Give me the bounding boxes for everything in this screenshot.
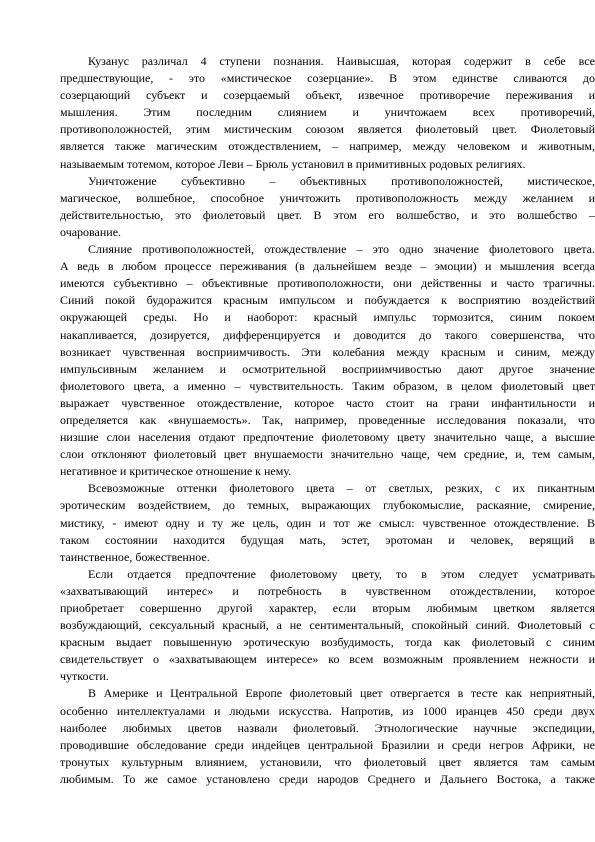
text-line: таинственное, божественное.	[60, 549, 210, 564]
paragraph	[60, 685, 595, 788]
text-line: приобретает совершенно другой характер, если вторым любимым цветком является	[60, 601, 595, 615]
text-line: наиболее любимых цветов назвали фиолетовый. Этнологические научные экспедиции,	[60, 720, 595, 735]
text-line: эротическим воздействием, до темных, выражающих глубокомыслие, раскаяние, смирение,	[60, 498, 595, 513]
text-line: Кузанус различал 4 ступени познания. Наивысшая, которая содержит в себе все	[88, 54, 595, 68]
text-line: возникает чувственная восприимчивость. Эти колебания между красным и синим, между	[60, 344, 595, 359]
text-line: мистику, - имеют одну и ту же цель, один и тот же смысл: чувственное отождествление. В	[60, 515, 595, 530]
document-page	[60, 53, 595, 788]
text-line: противоположностей, этим мистическим союзом является фиолетовый цвет. Фиолетовый	[60, 122, 595, 137]
text-line: свидетельствует о «захватывающем интересе» ко всем возможным проявлением нежности и	[60, 652, 595, 667]
text-line: действительностью, это фиолетовый цвет. В этом его волшебство, и это волшебство –	[60, 207, 595, 222]
text-line: особенно интеллектуалами и людьми искусства. Напротив, из 1000 иранцев 450 среди двух	[60, 703, 595, 718]
text-line: таком состоянии находится будущая мать, эстет, эротоман и человек, верящий в	[60, 532, 595, 547]
paragraph	[60, 53, 595, 173]
text-line: Если отдается предпочтение фиолетовому цвету, то в этом следует усматривать	[88, 566, 595, 581]
text-line: Синий покой будоражится красным импульсом и побуждается к восприятию воздействий	[60, 293, 595, 308]
text-line: Слияние противоположностей, отождествление – это одно значение фиолетового цвета.	[88, 242, 595, 257]
paragraph	[60, 566, 595, 686]
text-line: Всевозможные оттенки фиолетового цвета – от светлых, резких, с их пикантным	[88, 481, 595, 496]
text-line: очарование.	[60, 224, 122, 239]
text-line: имеются субъективно – объективные противоположности, они действенны и часто трагичны.	[60, 276, 595, 291]
paragraph	[60, 241, 595, 480]
text-line: проводившие обследование среди индейцев центральной Бразилии и среди негров Африки, не	[60, 737, 595, 752]
text-line: выражает чувственное отождествление, которое часто стоит на грани инфантильности и	[60, 395, 595, 410]
text-line: В Америке и Центральной Европе фиолетовый цвет отвергается в тесте как неприятный,	[88, 686, 595, 701]
text-line: Уничтожение субъективно – объективных противоположностей, мистическое,	[88, 173, 595, 188]
text-line: накапливается, дозируется, дифференцируется и доводится до такого совершенства, что	[60, 327, 595, 342]
text-line: тронутых культурным влиянием, установили, что фиолетовый цвет является там самым	[60, 754, 595, 769]
text-line: чуткости.	[60, 669, 109, 684]
text-line: является также магическим отождествлением, – например, между человеком и животным,	[60, 139, 595, 154]
text-line: называемым тотемом, которое Леви – Брюль установил в примитивных родовых религиях.	[60, 156, 526, 171]
text-line: низшие слои населения отдают предпочтение фиолетовому цвету значительно чаще, а высшие	[60, 430, 595, 445]
text-line: фиолетового цвета, а именно – чувствительность. Таким образом, в целом фиолетовый цвет	[60, 378, 595, 393]
text-line: окружающей среды. Но и наоборот: красный импульс тормозится, синим покоем	[60, 310, 595, 325]
text-line: мышления. Этим последним слиянием и уничтожаем всех противоречий,	[60, 105, 595, 120]
text-line: красным выдает повышенную эротическую возбудимость, тогда как фиолетовый с синим	[60, 635, 595, 650]
text-line: слои отклоняют фиолетовый цвет внушаемости значительно чаще, чем средние, и, тем самым,	[60, 447, 595, 462]
text-line: магическое, волшебное, способное уничтожить противоположность между желанием и	[60, 190, 595, 205]
text-line: определяется как «внушаемость». Так, например, проведенные исследования показали, что	[60, 412, 595, 427]
paragraph	[60, 480, 595, 565]
text-line: любимым. То же самое установлено среди народов Среднего и Дальнего Востока, а также	[60, 771, 595, 786]
text-line: А ведь в любом процессе переживания (в дальнейшем везде – эмоции) и мышления всегда	[60, 259, 595, 274]
text-line: импульсивным желанием и осмотрительной восприимчивостью дают другое значение	[60, 361, 595, 376]
text-line: «захватывающий интерес» и потребность в чувственном отождествлении, которое	[60, 583, 595, 598]
text-line: возбуждающий, сексуальный красный, а не сентиментальный, спокойный синий. Фиолетовый с	[60, 618, 595, 633]
paragraph	[60, 173, 595, 241]
text-line: созерцающий субъект и созерцаемый объект, извечное противоречие переживания и	[60, 88, 595, 103]
text-line: предшествующие, - это «мистическое созерцание». В этом единстве сливаются до	[60, 71, 595, 86]
text-line: негативное и критическое отношение к нему.	[60, 464, 292, 479]
